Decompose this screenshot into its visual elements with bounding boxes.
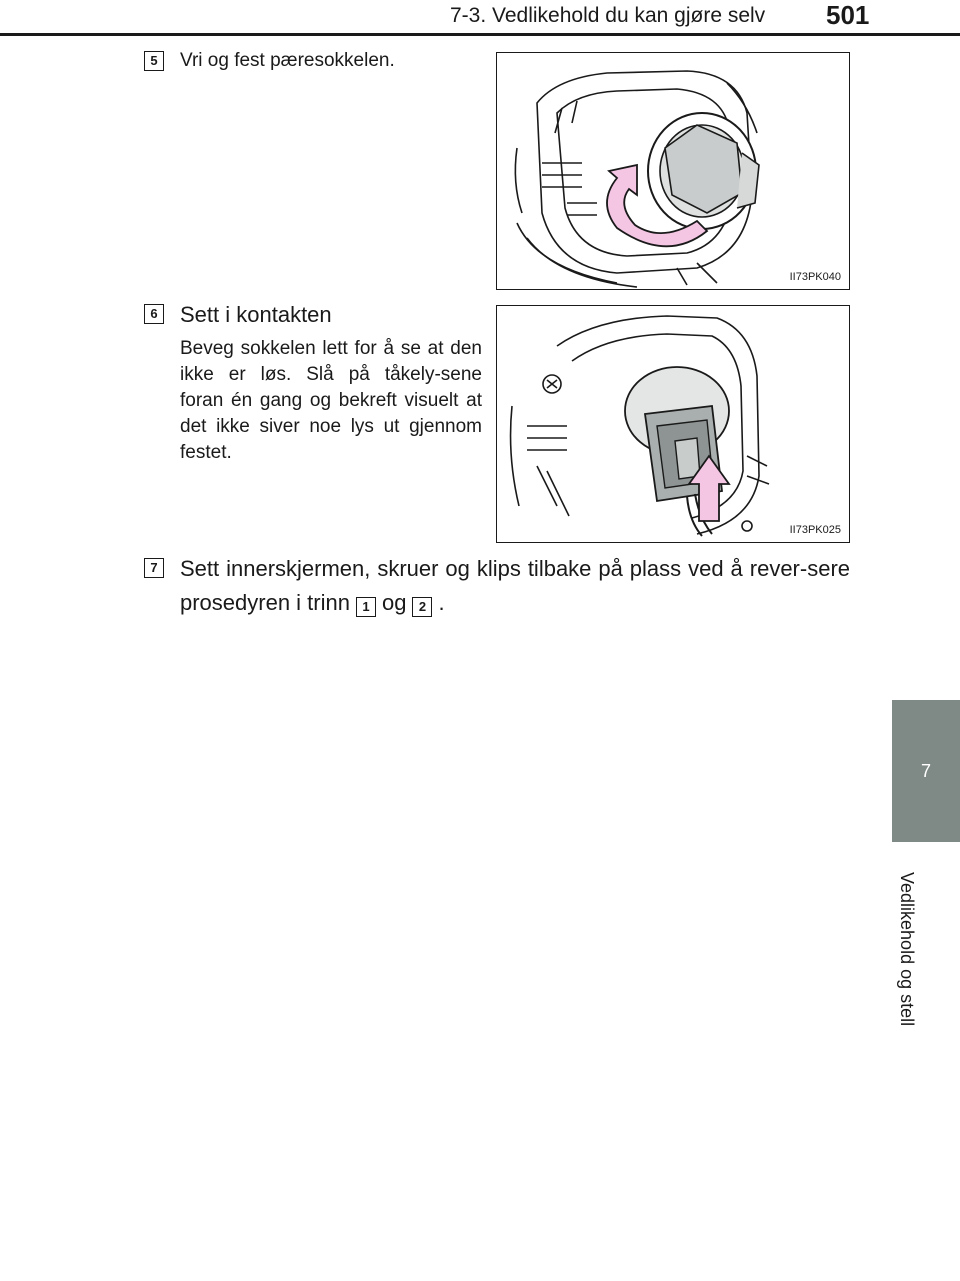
headlight-bulb-illustration (497, 53, 848, 288)
figure-bulb-socket-twist (496, 52, 850, 290)
step-7-text-middle: og (381, 590, 407, 615)
step-number-5: 5 (144, 51, 164, 71)
figure-connector-insert (496, 305, 850, 543)
step-reference-1: 1 (356, 597, 376, 617)
page-number: 501 (826, 0, 870, 30)
step-7-text-after: . (438, 590, 445, 615)
header-divider (0, 33, 960, 36)
step-7-text-before: Sett innerskjermen, skruer og klips tilbake på plass ved å rever-sere prosedyren i trinn (180, 556, 850, 615)
step-number-7: 7 (144, 558, 164, 578)
chapter-tab (892, 700, 960, 842)
connector-illustration (497, 306, 848, 541)
step-6-heading: Sett i kontakten (180, 302, 332, 327)
section-title: 7-3. Vedlikehold du kan gjøre selv (450, 4, 766, 27)
step-reference-2: 2 (412, 597, 432, 617)
step-number-6: 6 (144, 304, 164, 324)
step-7-text (180, 552, 850, 620)
chapter-number: 7 (920, 760, 931, 781)
figure-code: II73PK025 (789, 524, 841, 536)
step-5-text: Vri og fest pæresokkelen. (180, 50, 395, 71)
chapter-title: Vedlikehold og stell (897, 872, 917, 1027)
figure-code: II73PK040 (789, 271, 841, 283)
step-6-body: Beveg sokkelen lett for å se at den ikke er løs. Slå på tåkely-sene foran én gang og bekreft visuelt at det ikke siver noe lys ut gjennom festet. (180, 338, 482, 463)
